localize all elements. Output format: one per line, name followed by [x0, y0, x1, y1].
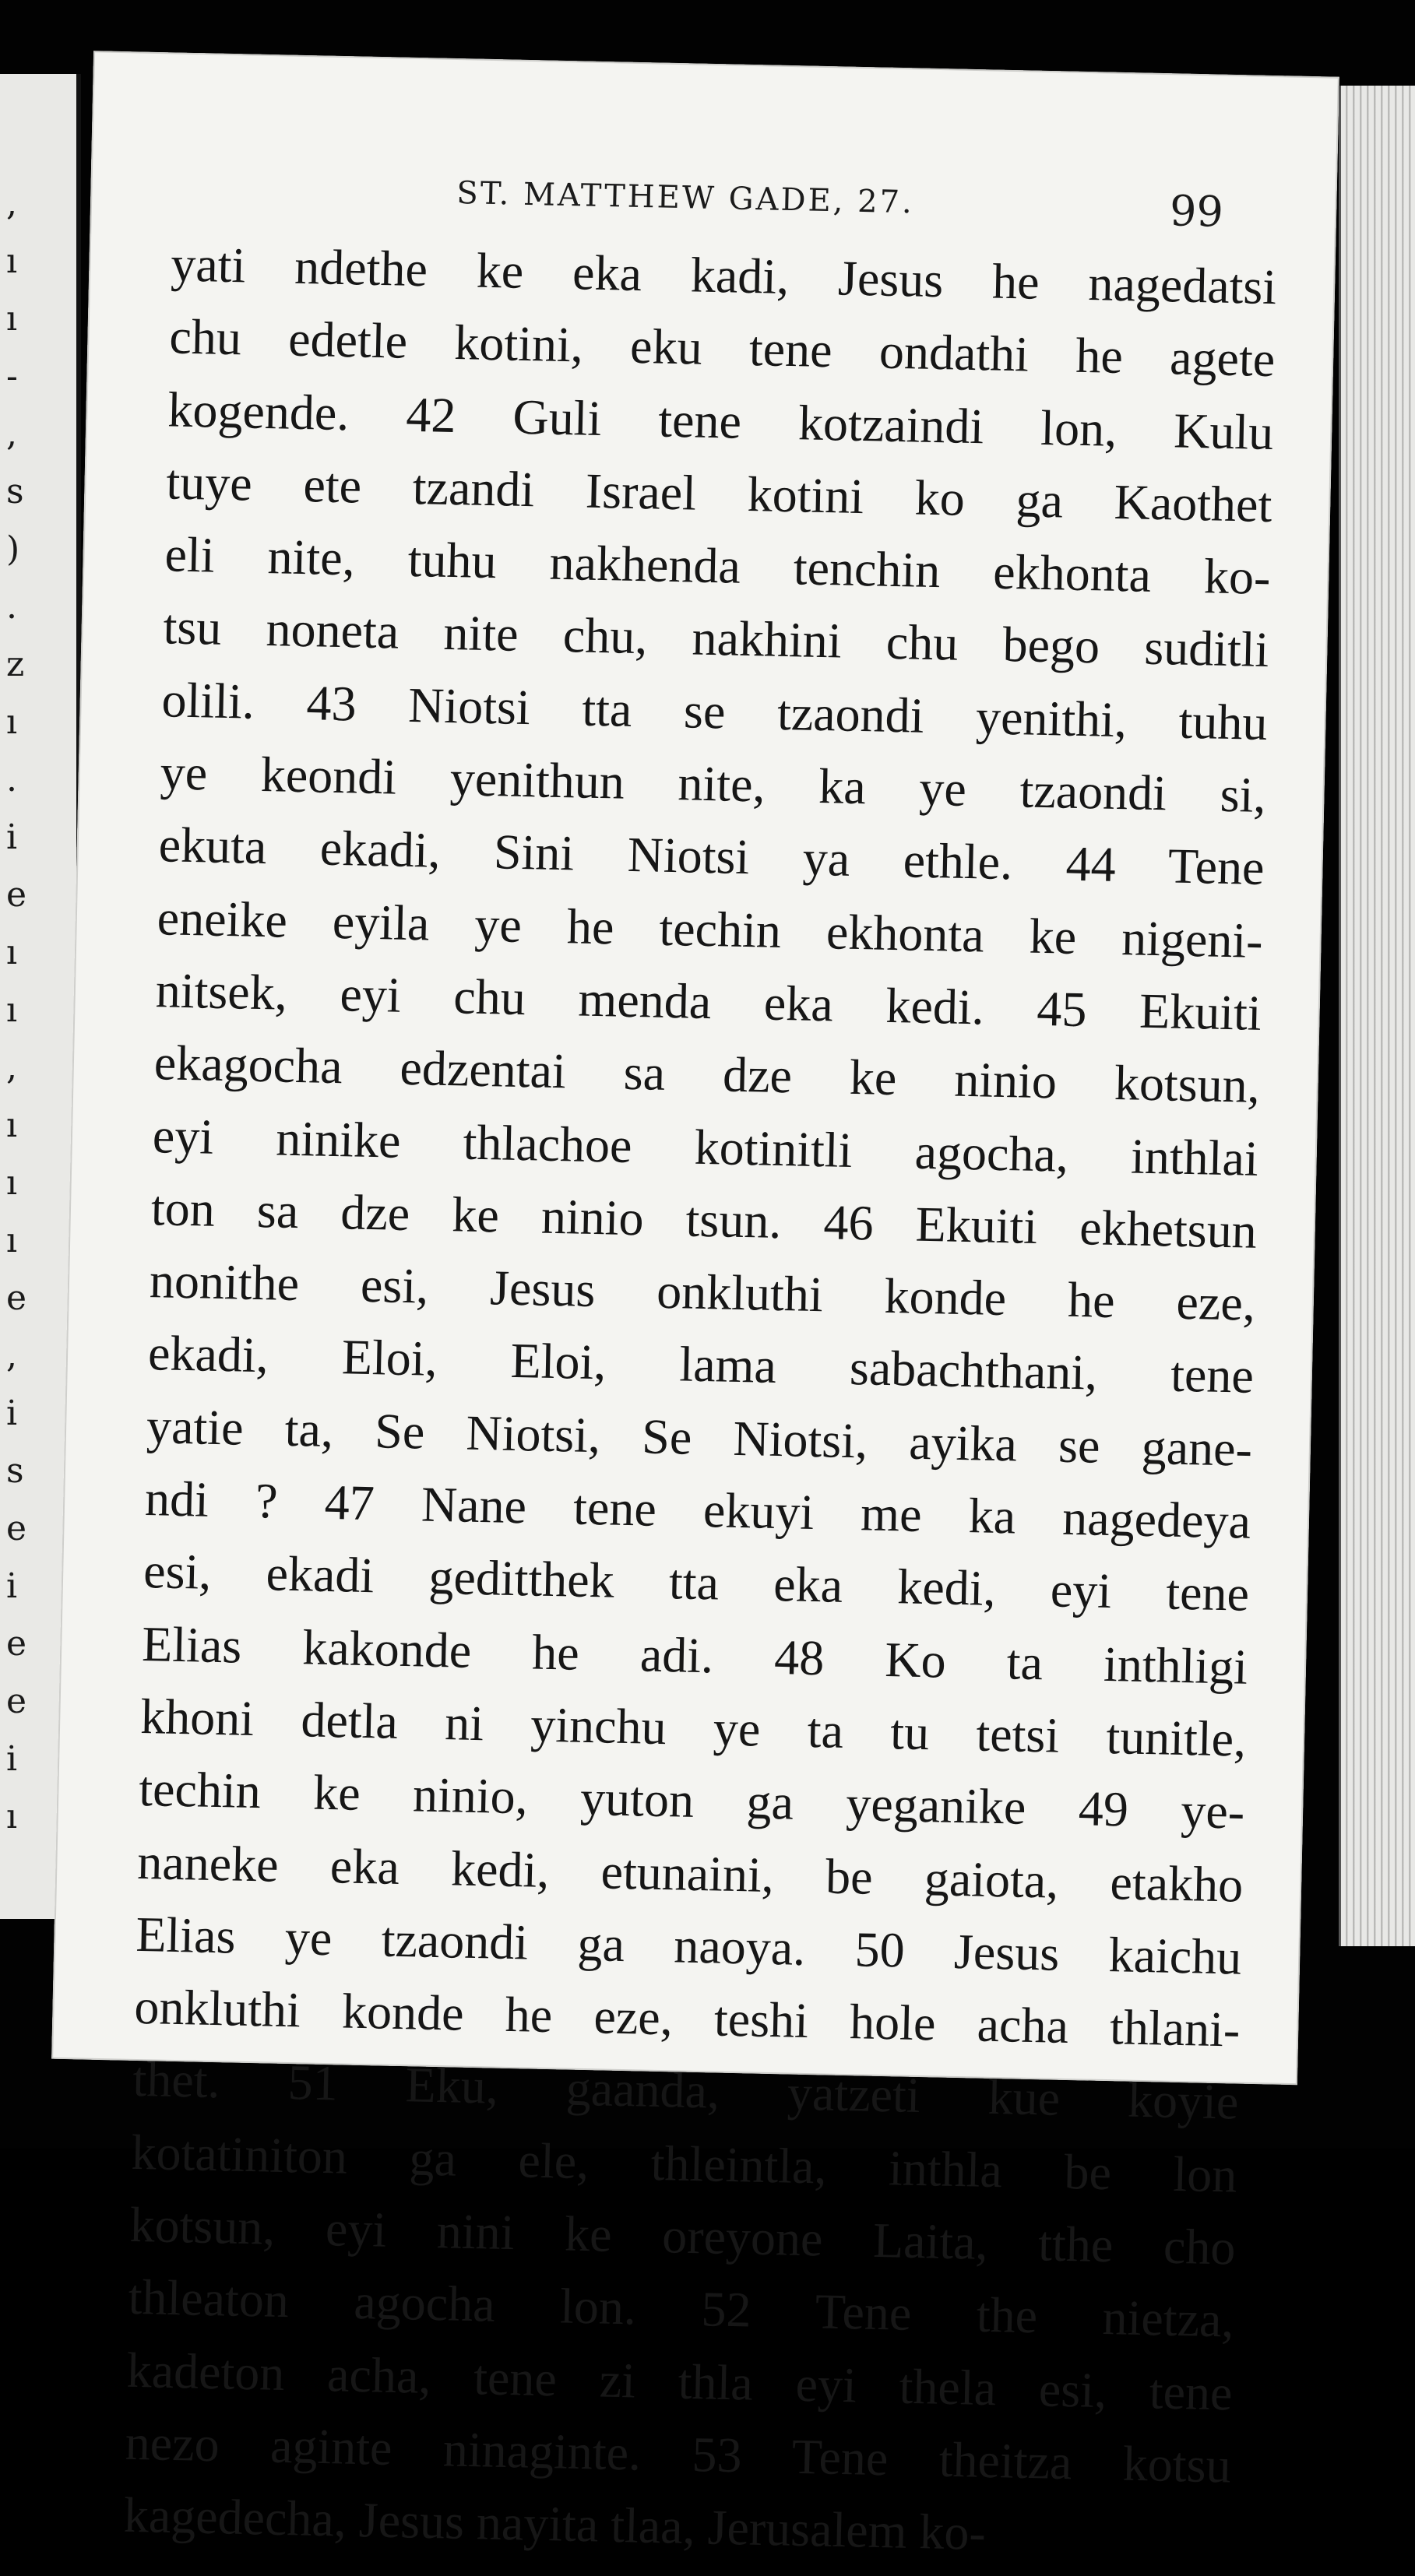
text-line: ye keondi yenithun nite, ka ye tzaondi si,	[160, 744, 1267, 824]
text-line: ton sa dze ke ninio tsun. 46 Ekuiti ekhetsun	[150, 1179, 1258, 1259]
text-line: nezo aginte ninaginte. 53 Tene theitza kotsu	[125, 2414, 1232, 2493]
facing-page-fragment: s	[6, 472, 24, 511]
facing-page-fragment: e	[6, 1624, 27, 1664]
text-line: nitsek, eyi chu menda eka kedi. 45 Ekuiti	[155, 962, 1262, 1041]
text-line: nonithe esi, Jesus onkluthi konde he eze,	[149, 1253, 1256, 1331]
text-line: kadeton acha, tene zi thla eyi thela esi, tene	[126, 2342, 1234, 2421]
text-line: ekagocha edzentai sa dze ke ninio kotsun,	[153, 1035, 1261, 1114]
facing-page-fragment: ı	[6, 933, 18, 972]
text-line: ekadi, Eloi, Eloi, lama sabachthani, tene	[147, 1325, 1255, 1404]
facing-page-fragment: e	[6, 1682, 27, 1721]
text-line: eli nite, tuhu nakhenda tenchin ekhonta ko-	[164, 526, 1272, 606]
text-line: kogende. 42 Guli tene kotzaindi lon, Kulu	[167, 381, 1274, 460]
facing-page-fragment: s	[6, 1451, 24, 1491]
text-line: kagedecha, Jesus nayita tlaa, Jerusalem ko-	[123, 2486, 987, 2561]
facing-page-fragment: i	[6, 1566, 18, 1606]
text-line: tuye ete tzandi Israel kotini ko ga Kaothet	[165, 454, 1273, 532]
text-line: yatie ta, Se Niotsi, Se Niotsi, ayika se gane-	[146, 1397, 1253, 1477]
facing-page-fragment: -	[6, 357, 18, 396]
facing-page-fragment: ı	[6, 1221, 18, 1260]
facing-page-fragment: ı	[6, 299, 18, 339]
facing-page-fragment: i	[6, 817, 18, 857]
text-line: tsu noneta nite chu, nakhini chu bego suditli	[162, 599, 1270, 678]
facing-page-fragment: ,	[6, 184, 17, 223]
body-text	[123, 227, 1277, 2574]
text-line: ndi ? 47 Nane tene ekuyi me ka nagedeya	[144, 1471, 1251, 1549]
facing-page-fragment: z	[6, 645, 25, 684]
text-line: Elias kakonde he adi. 48 Ko ta inthligi	[141, 1615, 1248, 1695]
text-line: kotatiniton ga ele, thleintla, inthla be lon	[130, 2124, 1238, 2203]
text-line: khoni detla ni yinchu ye ta tu tetsi tunitle,	[139, 1688, 1247, 1767]
text-line: Elias ye tzaondi ga naoya. 50 Jesus kaichu	[135, 1906, 1242, 1985]
text-line: onkluthi konde he eze, teshi hole acha thlani-	[133, 1979, 1241, 2058]
page-number: 99	[1169, 186, 1224, 237]
facing-page-fragment: ,	[6, 1048, 17, 1088]
page-stack-edge	[1339, 86, 1415, 1946]
text-line: techin ke ninio, yuton ga yeganike 49 ye-	[138, 1761, 1245, 1840]
facing-page-fragment: ,	[6, 1336, 17, 1376]
text-line: esi, ekadi geditthek tta eka kedi, eyi tene	[143, 1543, 1250, 1622]
text-line: ekuta ekadi, Sini Niotsi ya ethle. 44 Tene	[158, 817, 1265, 896]
running-head: ST. MATTHEW GADE, 27.	[456, 175, 915, 221]
text-line: kotsun, eyi nini ke oreyone Laita, tthe cho	[128, 2196, 1237, 2276]
facing-page-fragment: ı	[6, 1105, 18, 1145]
book-page	[51, 51, 1339, 2561]
text-line: eneike eyila ye he techin ekhonta ke nigeni-	[157, 889, 1264, 968]
facing-page-fragment: ı	[6, 1163, 18, 1203]
facing-page-fragment: e	[6, 875, 27, 915]
facing-page-fragment: i	[6, 1393, 18, 1433]
facing-page-fragment: .	[6, 587, 17, 627]
text-line: chu edetle kotini, eku tene ondathi he agete	[168, 308, 1276, 388]
text-line: yati ndethe ke eka kadi, Jesus he nagedatsi	[170, 236, 1277, 315]
text-line: thet. 51 Eku, gaanda, yatzeti kue koyie	[132, 2051, 1240, 2131]
facing-page-fragment: e	[6, 1509, 27, 1548]
text-line: olili. 43 Niotsi tta se tzaondi yenithi, tuhu	[160, 672, 1269, 750]
facing-page-fragment: ı	[6, 1797, 18, 1836]
text-line: eyi ninike thlachoe kotinitli agocha, inthlai	[152, 1107, 1259, 1186]
text-line: naneke eka kedi, etunaini, be gaiota, etakho	[136, 1833, 1244, 1913]
facing-page-fragment: ı	[6, 990, 18, 1030]
facing-page-fragment: e	[6, 1278, 27, 1318]
facing-page-fragment: ,	[6, 414, 17, 454]
facing-page-fragment: i	[6, 1739, 18, 1779]
text-line: thleaton agocha lon. 52 Tene the nietza,	[128, 2269, 1235, 2348]
facing-page-fragment: ı	[6, 702, 18, 742]
facing-page-fragment: .	[6, 760, 17, 800]
facing-page-fragment: ı	[6, 241, 18, 281]
facing-page-fragment: )	[6, 529, 20, 569]
